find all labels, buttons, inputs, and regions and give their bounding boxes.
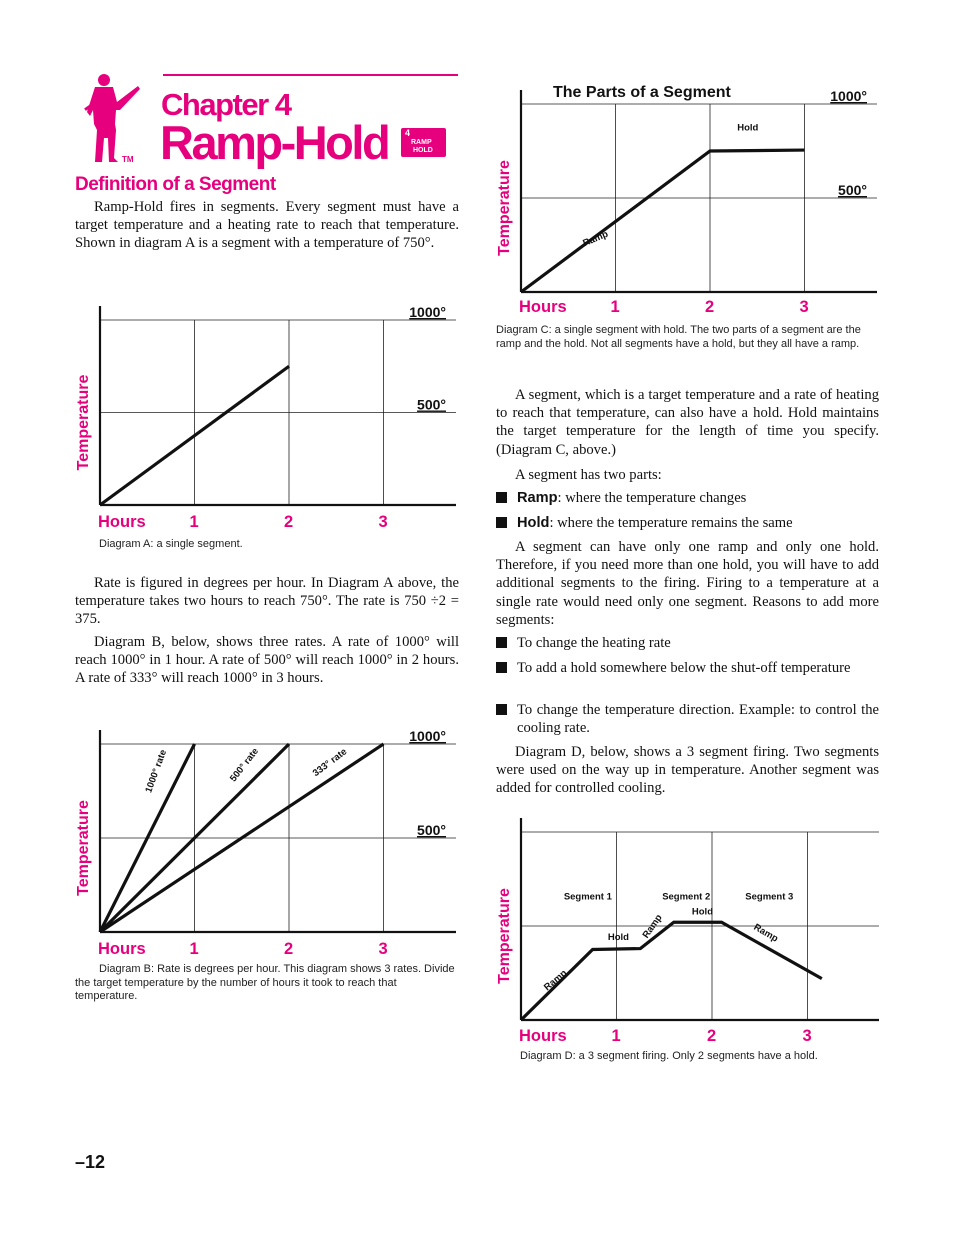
y-tick-label: 1000° xyxy=(409,728,446,744)
x-tick-label: 1 xyxy=(610,298,620,316)
left-paragraph-3: Diagram B, below, shows three rates. A rate of 1000° will reach 1000° in 1 hour. A rate of 500° will reach 1000° in 2 hours. A rate of 333° will reach 1000° in 3 hours. xyxy=(75,634,459,687)
x-tick-label: 1 xyxy=(611,1027,621,1045)
bullet-ramp-term: Ramp xyxy=(517,490,558,506)
caption-diagram-b: Diagram B: Rate is degrees per hour. This diagram shows 3 rates. Divide the target temperature by the number of hours it took to reach that temperature. xyxy=(75,963,455,1002)
section-heading: Definition of a Segment xyxy=(75,174,276,195)
diagram-c xyxy=(489,80,884,322)
badge-line-2: HOLD xyxy=(413,147,433,154)
right-paragraph-3: A segment can have only one ramp and only one hold. Therefore, if you need more than one hold, you will have to add additional segments to the firing. Firing to a temperature at a single rate would need only one segment. Reasons to add more segments: xyxy=(496,539,879,628)
x-tick-label: 1 xyxy=(189,513,199,531)
bullet-square-icon xyxy=(496,517,507,528)
x-tick-label: 3 xyxy=(378,513,388,531)
annotation-label: 333° rate xyxy=(310,746,350,780)
diagram-a xyxy=(68,300,463,558)
x-axis-label: Hours xyxy=(519,1027,567,1045)
ramp-hold-badge xyxy=(401,128,446,157)
y-axis-label: Temperature xyxy=(75,800,92,896)
bullet-hold-term: Hold xyxy=(517,515,550,531)
chapter-figure-logo xyxy=(82,72,142,168)
reason-text: To add a hold somewhere below the shut-off temperature xyxy=(517,660,851,676)
left-paragraph-1: Ramp-Hold fires in segments. Every segment must have a target temperature and a heating rate to reach that temperature. Shown in diagram A is a segment with a temperature of 750°. xyxy=(75,199,459,252)
caption-diagram-c: Diagram C: a single segment with hold. The two parts of a segment are the ramp and the hold. Not all segments have a hold, but they all have a ramp. xyxy=(496,324,861,350)
annotation-label: 500° rate xyxy=(227,745,262,785)
bullet-ramp-text: : where the temperature changes xyxy=(557,490,747,506)
chart-title: The Parts of a Segment xyxy=(553,84,731,101)
right-paragraph-2: A segment has two parts: xyxy=(515,467,662,483)
y-axis-label: Temperature xyxy=(496,160,513,256)
reason-text: To change the temperature direction. Example: to control the cooling rate. xyxy=(517,702,879,737)
x-tick-label: 2 xyxy=(707,1027,717,1045)
x-tick-label: 3 xyxy=(802,1027,812,1045)
bullet-square-icon xyxy=(496,704,507,715)
x-tick-label: 2 xyxy=(705,298,715,316)
x-axis-label: Hours xyxy=(98,513,146,531)
y-tick-label: 500° xyxy=(838,182,867,198)
right-paragraph-1: A segment, which is a target temperature and a rate of heating to reach that temperature, can also have a hold. Hold maintains the target temperature for the length of time you specify. (Diagram C, above.) xyxy=(496,387,879,458)
annotation-label: Hold xyxy=(691,906,714,918)
y-tick-label: 1000° xyxy=(409,304,446,320)
chapter-label: Chapter 4 xyxy=(161,87,291,122)
chapter-title: Ramp-Hold xyxy=(160,116,389,169)
soldier-icon xyxy=(82,72,142,168)
x-tick-label: 2 xyxy=(284,940,294,958)
y-tick-label: 500° xyxy=(417,396,446,413)
bullet-square-icon xyxy=(496,637,507,648)
trademark-label: TM xyxy=(122,155,134,164)
x-axis-label: Hours xyxy=(519,298,567,316)
bullet-ramp xyxy=(496,489,879,507)
annotation-label: Hold xyxy=(607,932,629,944)
series-line xyxy=(521,150,805,292)
x-tick-label: 3 xyxy=(799,298,809,316)
x-tick-label: 2 xyxy=(284,513,294,531)
annotation-label: Ramp xyxy=(542,967,570,994)
diagram-b xyxy=(68,724,463,966)
bullet-square-icon xyxy=(496,492,507,503)
page-number: –12 xyxy=(75,1152,106,1172)
annotation-label: Ramp xyxy=(640,912,665,941)
x-tick-label: 3 xyxy=(378,940,388,958)
y-axis-label: Temperature xyxy=(75,374,92,471)
annotation-label: 1000° rate xyxy=(143,748,170,795)
x-axis-label: Hours xyxy=(98,940,146,958)
badge-number: 4 xyxy=(405,128,411,138)
annotation-label: Segment 2 xyxy=(662,891,711,903)
bullet-hold-text: : where the temperature remains the same xyxy=(549,515,793,531)
x-tick-label: 1 xyxy=(189,940,199,958)
right-paragraph-4: Diagram D, below, shows a 3 segment firing. Two segments were used on the way up in temperature. Another segment was added for controlled cooling. xyxy=(496,744,879,797)
caption-diagram-d: Diagram D: a 3 segment firing. Only 2 segments have a hold. xyxy=(520,1050,818,1062)
reason-item xyxy=(496,659,879,677)
reason-item xyxy=(496,634,879,652)
header-rule xyxy=(163,74,458,76)
caption-diagram-a: Diagram A: a single segment. xyxy=(99,538,243,550)
diagram-d xyxy=(489,812,884,1050)
left-paragraph-2: Rate is figured in degrees per hour. In Diagram A above, the temperature takes two hours to reach 750°. The rate is 750 ÷2 = 375. xyxy=(75,575,459,628)
annotation-label: Ramp xyxy=(581,228,610,250)
annotation-label: Segment 1 xyxy=(563,891,612,903)
bullet-square-icon xyxy=(496,662,507,673)
badge-line-1: RAMP xyxy=(411,139,432,146)
annotation-label: Segment 3 xyxy=(745,891,794,903)
reason-item xyxy=(496,701,879,737)
reason-text: To change the heating rate xyxy=(517,635,671,651)
annotation-label: Hold xyxy=(737,122,759,134)
y-tick-label: 500° xyxy=(417,822,446,838)
y-axis-label: Temperature xyxy=(496,888,513,984)
bullet-hold xyxy=(496,514,879,532)
y-tick-label: 1000° xyxy=(830,88,867,104)
annotation-label: Ramp xyxy=(751,921,780,945)
